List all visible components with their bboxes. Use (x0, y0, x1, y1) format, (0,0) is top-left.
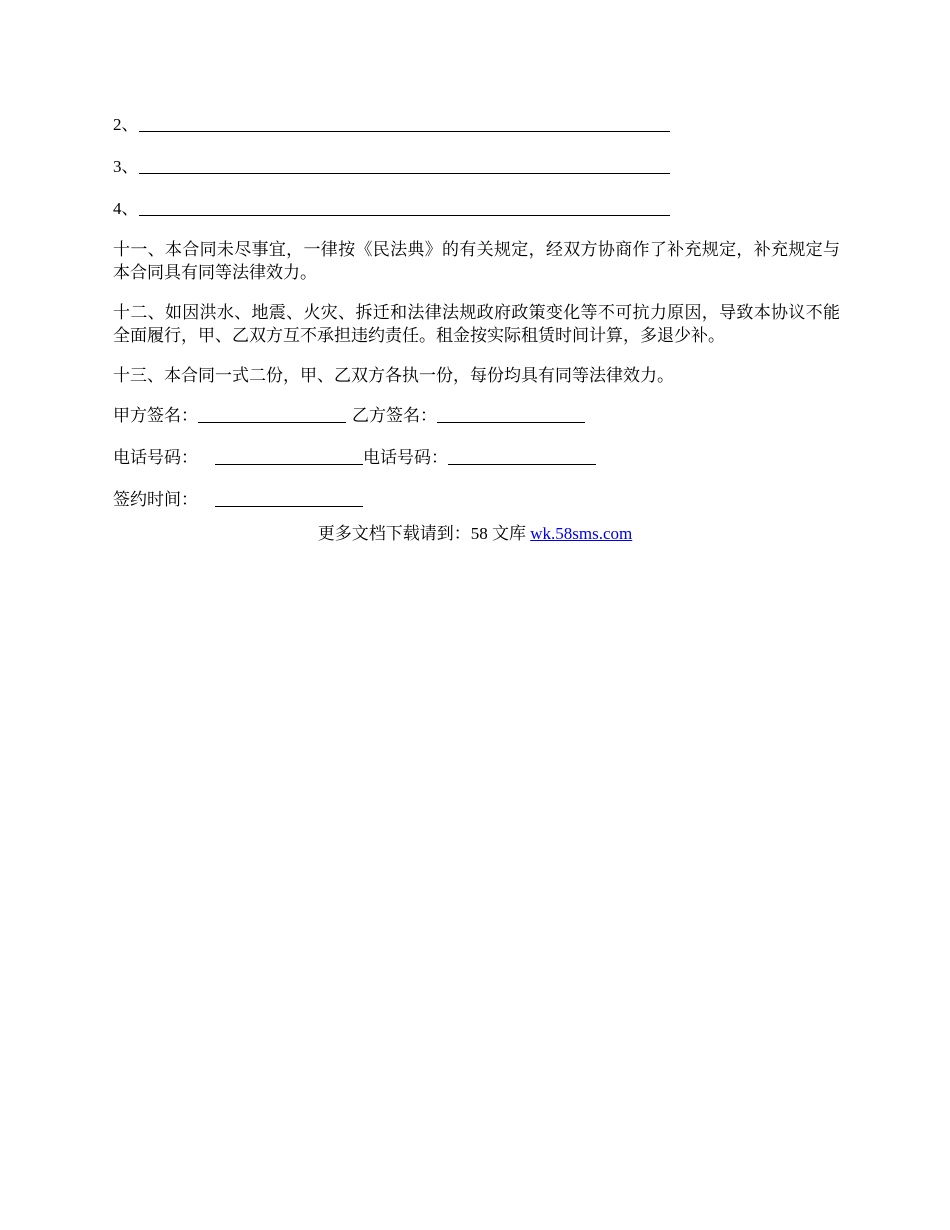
fill-in-blank[interactable] (139, 114, 670, 132)
sign-date-label: 签约时间： (113, 490, 198, 509)
party-b-phone-label: 电话号码： (363, 448, 448, 467)
footer-link[interactable]: wk.58sms.com (530, 524, 633, 543)
phone-row (113, 445, 840, 471)
party-a-signature-field[interactable] (198, 405, 346, 423)
party-a-signature-label: 甲方签名： (113, 406, 198, 425)
list-item (113, 154, 840, 180)
document-content (113, 112, 840, 529)
fill-in-blank[interactable] (139, 198, 670, 216)
sign-date-field[interactable] (215, 489, 363, 507)
fill-in-blank[interactable] (139, 156, 670, 174)
footer (0, 522, 950, 546)
party-b-signature-field[interactable] (437, 405, 585, 423)
list-item (113, 112, 840, 138)
clause-13: 十三、本合同一式二份，甲、乙双方各执一份，每份均具有同等法律效力。 (113, 366, 674, 385)
list-item (113, 196, 840, 222)
party-a-phone-label: 电话号码： (113, 448, 198, 467)
sign-date-row (113, 487, 840, 513)
signature-row (113, 403, 840, 429)
party-b-signature-label: 乙方签名： (352, 406, 437, 425)
party-a-phone-field[interactable] (215, 447, 363, 465)
list-item-number: 2、 (113, 115, 139, 134)
list-item-number: 3、 (113, 157, 139, 176)
list-item-number: 4、 (113, 199, 139, 218)
clause-12: 十二、如因洪水、地震、火灾、拆迁和法律法规政府政策变化等不可抗力原因，导致本协议不能全面履行，甲、乙双方互不承担违约责任。租金按实际租赁时间计算，多退少补。 (113, 303, 840, 345)
party-b-phone-field[interactable] (448, 447, 596, 465)
footer-text: 更多文档下载请到：58 文库 (317, 524, 531, 543)
clause-11: 十一、本合同未尽事宜，一律按《民法典》的有关规定，经双方协商作了补充规定，补充规定与本合同具有同等法律效力。 (113, 240, 840, 282)
